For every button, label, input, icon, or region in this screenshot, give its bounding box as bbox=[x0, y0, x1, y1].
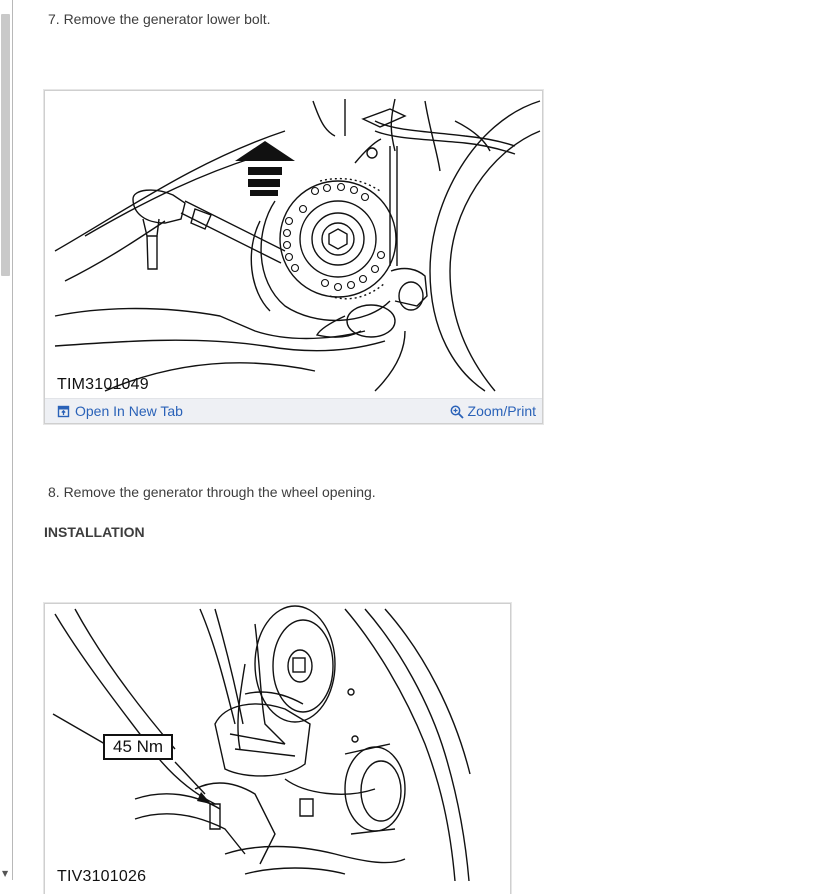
step-7-text: 7. Remove the generator lower bolt. bbox=[48, 11, 271, 27]
zoom-icon bbox=[450, 405, 463, 418]
new-tab-icon bbox=[57, 405, 70, 418]
generator-bolt-illustration bbox=[45, 91, 542, 399]
document-content bbox=[12, 0, 827, 885]
open-in-new-tab-label: Open In New Tab bbox=[75, 403, 183, 419]
torque-callout: 45 Nm bbox=[103, 734, 173, 760]
figure-generator-lower-bolt bbox=[44, 90, 543, 424]
zoom-print-link[interactable] bbox=[450, 403, 536, 419]
scroll-down-arrow-icon[interactable]: ▼ bbox=[2, 869, 9, 878]
figure-code-label-2: TIV3101026 bbox=[57, 868, 147, 885]
figure-action-bar bbox=[45, 398, 542, 423]
figure-generator-installation bbox=[44, 603, 511, 894]
zoom-print-label: Zoom/Print bbox=[467, 403, 536, 419]
installation-heading: INSTALLATION bbox=[44, 524, 145, 540]
step-8-text: 8. Remove the generator through the wheel opening. bbox=[48, 484, 376, 500]
scrollbar-thumb[interactable] bbox=[1, 14, 10, 276]
open-in-new-tab-link[interactable] bbox=[57, 403, 183, 419]
figure-code-label: TIM3101049 bbox=[57, 376, 149, 393]
